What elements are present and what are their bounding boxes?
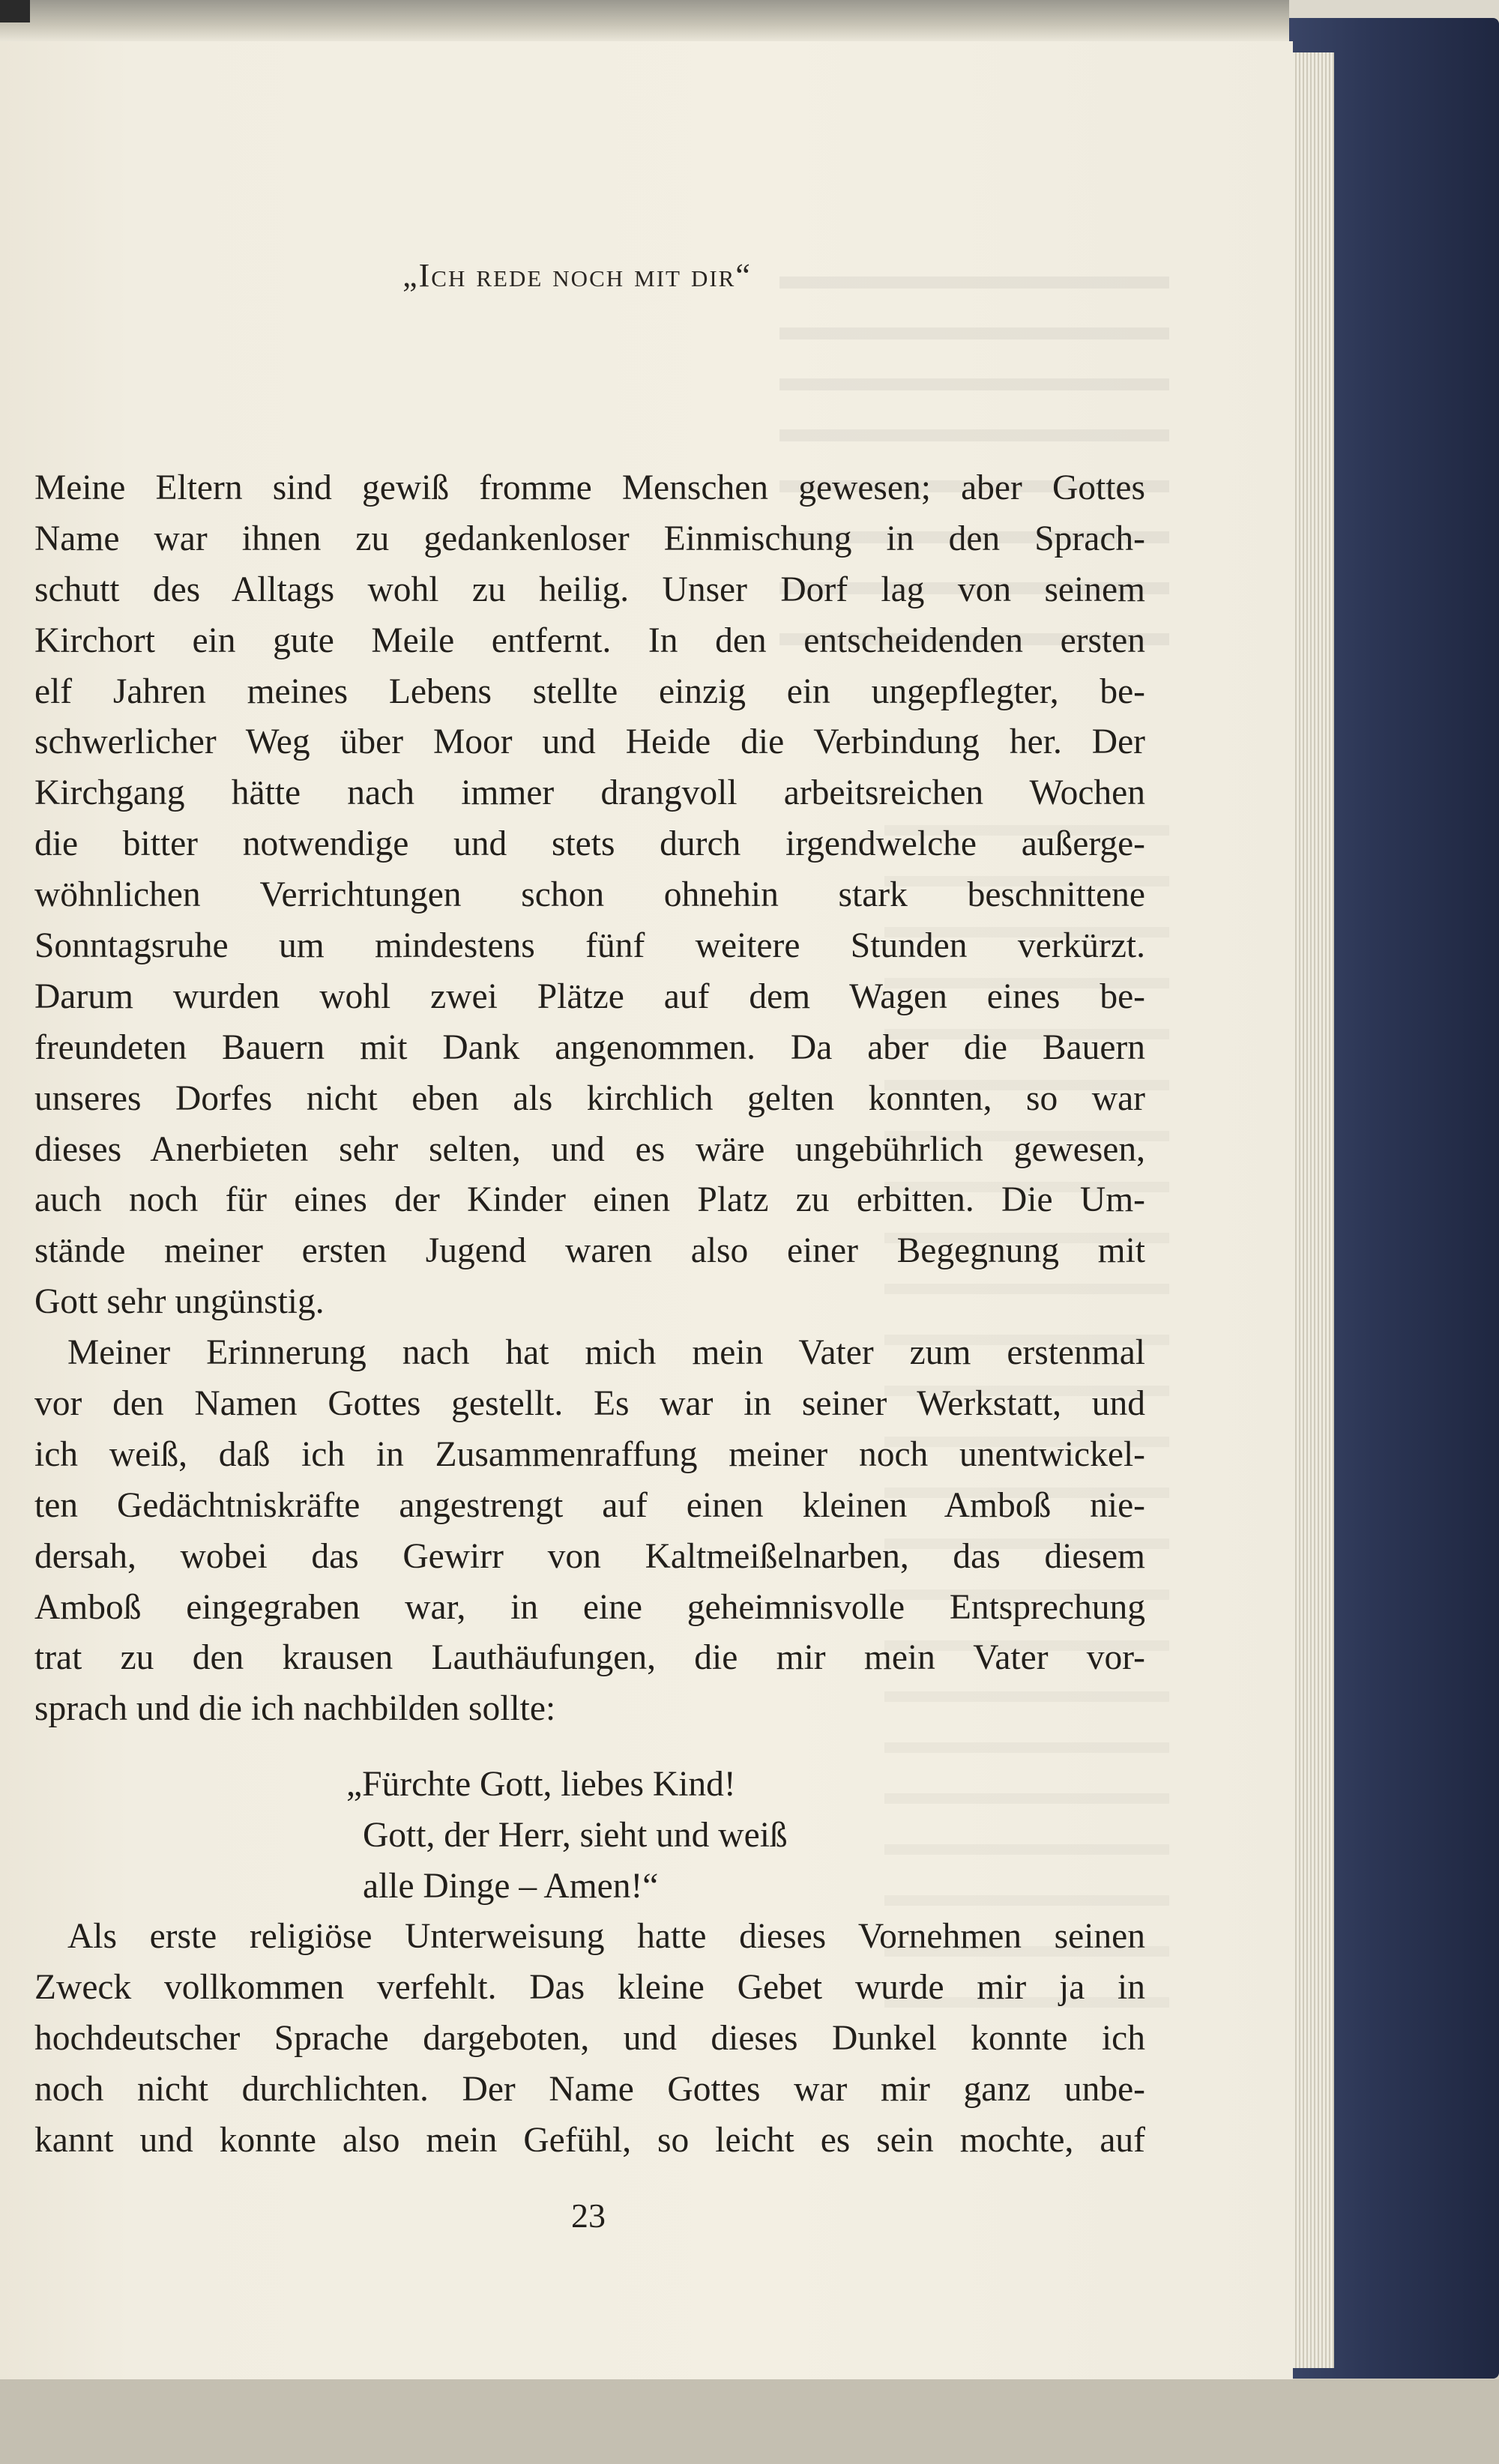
text-line: dersah, wobei das Gewirr von Kaltmeißelnarben, das diesem — [34, 1536, 1145, 1576]
text-line: Als erste religiöse Unterweisung hatte dieses Vornehmen seinen — [67, 1917, 1145, 1956]
text-line: Darum wurden wohl zwei Plätze auf dem Wagen eines be- — [34, 976, 1145, 1016]
text-line: trat zu den krausen Lauthäufungen, die mir mein Vater vor- — [34, 1638, 1145, 1678]
text-line: unseres Dorfes nicht eben als kirchlich gelten konnten, so war — [34, 1078, 1145, 1118]
paragraph-1 — [34, 463, 1145, 1735]
text-line: Zweck vollkommen verfehlt. Das kleine Gebet wurde mir ja in — [34, 1967, 1145, 2007]
running-head — [0, 256, 1154, 295]
text-line: wöhnlichen Verrichtungen schon ohnehin stark beschnittene — [34, 875, 1145, 915]
text-line: schwerlicher Weg über Moor und Heide die Verbindung her. Der — [34, 722, 1145, 762]
text-line: schutt des Alltags wohl zu heilig. Unser Dorf lag von seinem — [34, 570, 1145, 609]
page-edges — [1289, 52, 1334, 2368]
text-line: hochdeutscher Sprache dargeboten, und dieses Dunkel konnte ich — [34, 2018, 1145, 2058]
text-line: Meiner Erinnerung nach hat mich mein Vater zum erstenmal — [67, 1333, 1145, 1373]
text-line: Gott sehr ungünstig. — [34, 1282, 325, 1322]
poem-block — [346, 1760, 788, 1912]
text-line: Sonntagsruhe um mindestens fünf weitere Stunden verkürzt. — [34, 926, 1145, 966]
top-edge-strip — [0, 0, 1289, 41]
text-line: auch noch für eines der Kinder einen Platz zu erbitten. Die Um- — [34, 1180, 1145, 1220]
text-line: freundeten Bauern mit Dank angenommen. Da aber die Bauern — [34, 1027, 1145, 1067]
corner-shadow — [0, 0, 30, 22]
poem-line: alle Dinge – Amen!“ — [363, 1866, 659, 1906]
text-line: kannt und konnte also mein Gefühl, so leicht es sein mochte, auf — [34, 2120, 1145, 2160]
poem-line: Gott, der Herr, sieht und weiß — [363, 1815, 788, 1855]
poem-line: „Fürchte Gott, liebes Kind! — [346, 1765, 736, 1804]
running-head-title: Ich rede noch mit dir — [418, 257, 736, 294]
text-line: vor den Namen Gottes gestellt. Es war in seiner Werkstatt, und — [34, 1384, 1145, 1424]
text-line: stände meiner ersten Jugend waren also einer Begegnung mit — [34, 1231, 1145, 1271]
scan-bottom-area — [0, 2379, 1499, 2464]
paragraph-3 — [34, 1912, 1145, 2166]
text-line: sprach und die ich nachbilden sollte: — [34, 1689, 556, 1729]
text-line: Name war ihnen zu gedankenloser Einmischung in den Sprach- — [34, 519, 1145, 558]
text-line: elf Jahren meines Lebens stellte einzig ein ungepflegter, be- — [34, 671, 1145, 711]
text-line: noch nicht durchlichten. Der Name Gottes war mir ganz unbe- — [34, 2069, 1145, 2109]
text-line: Kirchort ein gute Meile entfernt. In den entscheidenden ersten — [34, 620, 1145, 660]
page-number: 23 — [571, 2196, 606, 2235]
running-head-close-quote: “ — [735, 257, 752, 294]
text-line: ten Gedächtniskräfte angestrengt auf einen kleinen Amboß nie- — [34, 1485, 1145, 1525]
text-line: dieses Anerbieten sehr selten, und es wäre ungebührlich gewesen, — [34, 1129, 1145, 1169]
running-head-open-quote: „ — [402, 257, 419, 294]
text-line: Kirchgang hätte nach immer drangvoll arbeitsreichen Wochen — [34, 773, 1145, 813]
text-line: ich weiß, daß ich in Zusammenraffung meiner noch unentwickel- — [34, 1434, 1145, 1474]
text-line: Amboß eingegraben war, in eine geheimnisvolle Entsprechung — [34, 1587, 1145, 1627]
text-line: Meine Eltern sind gewiß fromme Menschen gewesen; aber Gottes — [34, 468, 1145, 507]
text-line: die bitter notwendige und stets durch irgendwelche außerge- — [34, 824, 1145, 864]
